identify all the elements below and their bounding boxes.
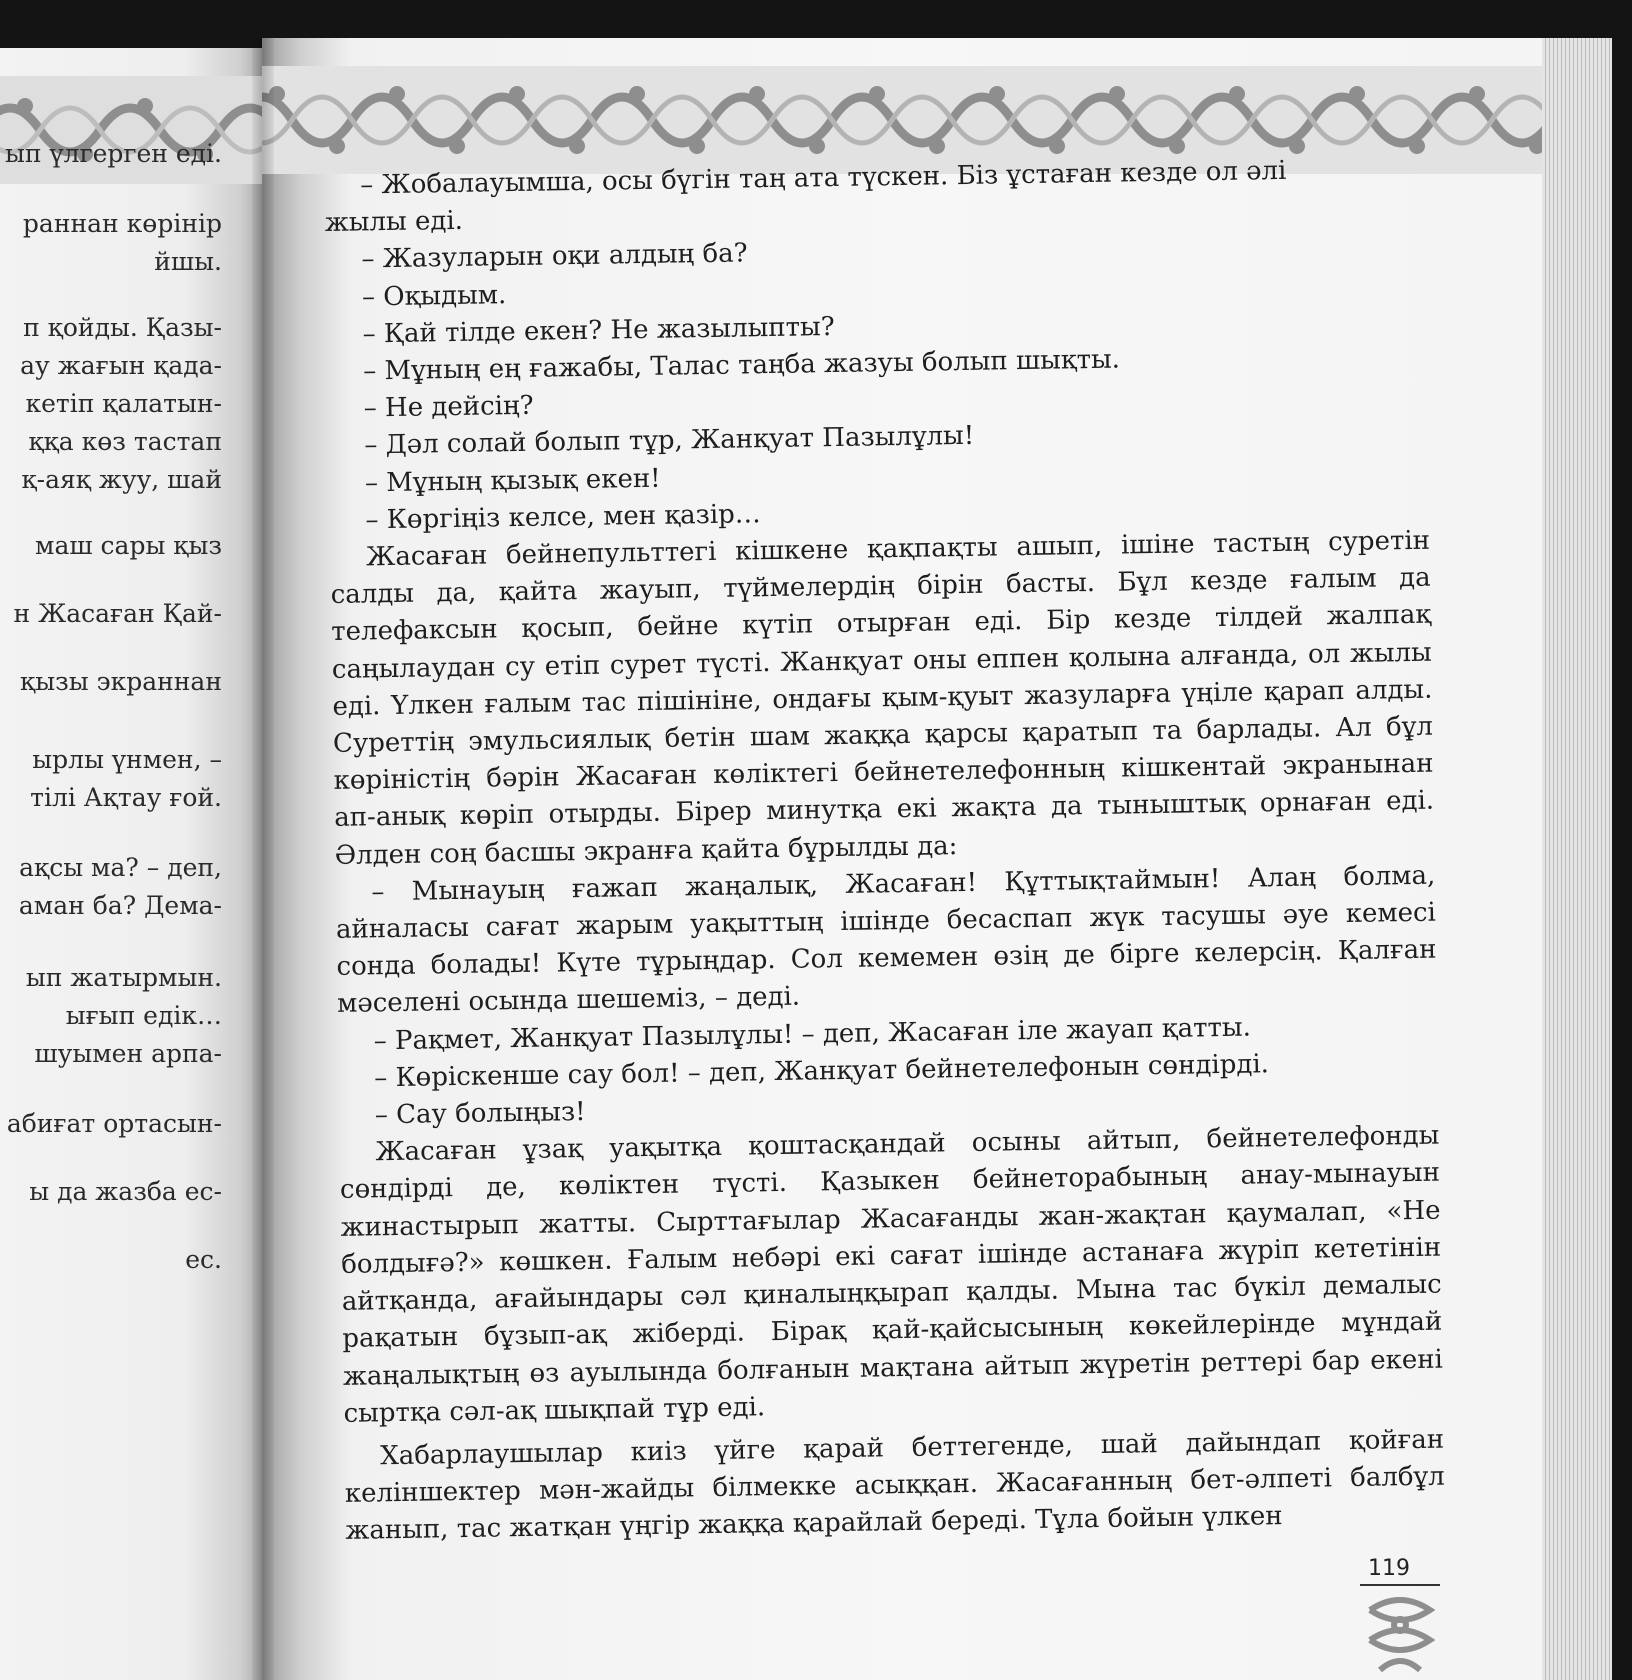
- left-text-line: п қойды. Қазы-: [23, 313, 222, 342]
- text-line: – Дәл солай болып тұр, Жанқуат Пазылұлы!: [364, 421, 975, 461]
- left-text-line: ау жағын қада-: [20, 351, 222, 380]
- left-text-line: йшы.: [154, 247, 222, 276]
- text-line: Хабарлаушылар киіз үйге қарай беттегенде, шай дайындап қойған келіншектер мән-жайды білмекке асыққан. Жасағанның бет-әлпеті балбұл жанып, тас жатқан үңгір жаққа қарайлай береді. Тұла бойын үлкен: [344, 1424, 1445, 1547]
- left-text-line: ққа көз тастап: [28, 427, 222, 456]
- text-line: Жасаған бейнепульттегі кішкене қақпақты ашып, ішіне тастың суретін салды да, қайта жауып, түймелердің бірін басты. Бұл кезде ғалым да телефаксын қосып, бейне күтіп отырған еді. Бір кезде тілдей жалпақ саңылаудан су етіп сурет түсті. Жанқуат оны еппен қолына алғанда, ол жылы еді. Үлкен ғалым тас пішініне, ондағы қым-қуыт жазуларға үңіле қарап алды. Суреттің эмульсиялық бетін шам жаққа қарсы қаратып та барлады. Ал бұл көріністің бәрін Жасаған көліктегі бейнетелефонның кішкентай экранынан ап-анық көріп отырды. Бірер минутқа екі жақта да тыныштық орнаған еді. Әлден соң басшы экранға қайта бұрылды да:: [330, 525, 1435, 871]
- text-line: – Мұның қызық екен!: [364, 463, 661, 499]
- right-page: [262, 38, 1542, 1680]
- corner-ornament-icon: [1360, 1590, 1440, 1680]
- left-text-line: маш сары қыз: [35, 531, 222, 560]
- page-number: 119: [1368, 1556, 1410, 1581]
- left-text-line: тілі Ақтау ғой.: [30, 783, 222, 812]
- text-line: – Қай тілде екен? Не жазылыпты?: [362, 311, 835, 350]
- book-spine: [252, 38, 274, 1680]
- text-line: – Рақмет, Жанқуат Пазылұлы! – деп, Жасаған іле жауап қатты.: [373, 1012, 1252, 1056]
- page-body-text: [324, 151, 1446, 1551]
- left-text-line: шуымен арпа-: [34, 1039, 222, 1068]
- text-line: – Жазуларын оқи алдың ба?: [361, 238, 748, 275]
- text-line: жылы еді.: [324, 206, 464, 239]
- text-line: – Жобалауымша, осы бүгін таң ата түскен. Біз ұстаған кезде ол әлі: [360, 155, 1287, 201]
- text-line: – Мынауың ғажап жаңалық, Жасаған! Құттықтаймын! Алаң болма, айналасы сағат жарым уақыттың ішінде бесаспап жүк тасушы әуе кемесі сонда болады! Күте тұрыңдар. Сол кемемен өзің де бірге келерсің. Қалған мәселені осында шешеміз, – деді.: [335, 860, 1437, 1020]
- page-edges: [1542, 38, 1612, 1680]
- left-text-line: ып үлгерген еді.: [4, 139, 222, 168]
- text-line: – Көріскенше сау бол! – деп, Жанқуат бейнетелефонын сөндірді.: [374, 1049, 1270, 1094]
- left-text-line: кетіп қалатын-: [25, 389, 222, 418]
- left-text-line: абиғат ортасын-: [6, 1109, 222, 1138]
- left-text-line: ығып едік…: [65, 1001, 222, 1030]
- left-text-line: н Жасаған Қай-: [13, 599, 222, 628]
- left-text-line: қ-аяқ жуу, шай: [21, 465, 222, 494]
- left-text-line: ырлы үнмен, –: [32, 745, 222, 774]
- left-page-text: [0, 48, 262, 1680]
- text-line: – Мұның ең ғажабы, Талас таңба жазуы болып шықты.: [362, 344, 1121, 387]
- left-text-line: қызы экраннан: [20, 667, 222, 696]
- text-line: – Оқыдым.: [361, 279, 507, 313]
- left-text-line: ес.: [185, 1245, 222, 1274]
- left-text-line: аман ба? Дема-: [18, 891, 222, 920]
- text-line: – Көргіңіз келсе, мен қазір…: [365, 499, 762, 536]
- page-number-rule: [1360, 1584, 1440, 1586]
- left-text-line: ақсы ма? – деп,: [19, 853, 222, 882]
- text-line: Жасаған ұзақ уақытқа қоштасқандай осыны айтып, бейнетелефонды сөндірді де, көліктен түсті. Қазыкен бейнеторабының анау-мынауын жинастырып жатты. Сырттағылар Жасағанды жан-жақтан қаумалап, «Не болдығә?» көшкен. Ғалым небәрі екі сағат ішінде астанаға жүріп кететінін айтқанда, ағайындары сәл қиналыңқырап қалды. Мына тас бүкіл демалыс рақатын бұзып-ақ жіберді. Бірақ қай-қайсысының көкейлерінде мұндай жаңалықтың өз ауылында болғанын мақтана айтып жүретін реттері бар екені сыртқа сәл-ақ шықпай тұр еді.: [339, 1120, 1444, 1429]
- text-line: – Не дейсің?: [363, 390, 534, 424]
- left-text-line: ып жатырмын.: [25, 963, 222, 992]
- left-page: [0, 48, 262, 1680]
- left-text-line: раннан көрінір: [22, 209, 222, 238]
- text-line: – Сау болыңыз!: [374, 1097, 586, 1131]
- left-text-line: ы да жазба ес-: [29, 1177, 222, 1206]
